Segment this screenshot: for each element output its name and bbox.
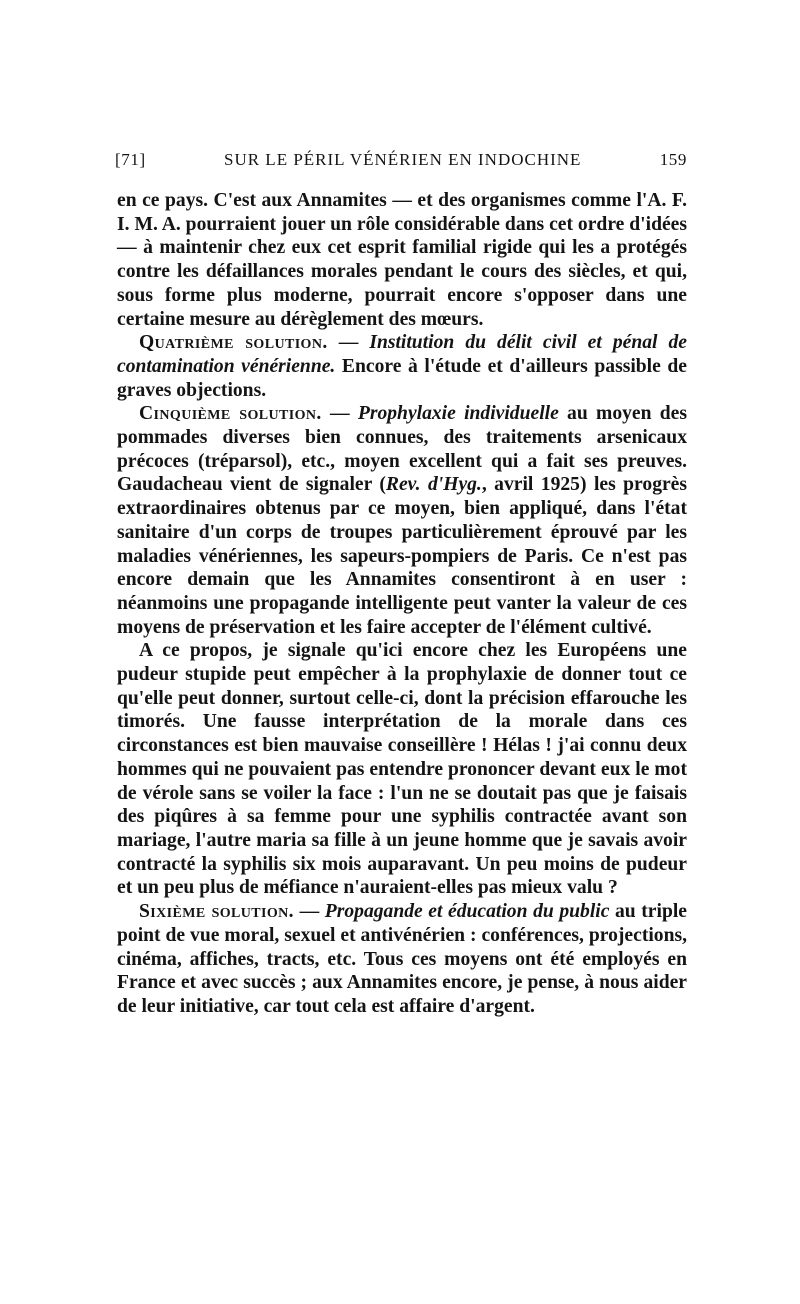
dash: —	[321, 403, 358, 425]
solution-title: Propagande et éducation du public	[324, 901, 610, 923]
running-head	[117, 150, 687, 170]
journal-reference: Rev. d'Hyg.	[385, 474, 482, 496]
solution-text: au moyen des pommades diverses bien connues, des traitements arsenicaux précoces (tréparsol), etc., moyen excellent qui a fait ses preuves. Gaudacheau vient de signaler (	[117, 403, 687, 496]
paragraph-1	[117, 189, 687, 331]
dash: —	[293, 901, 325, 923]
section-folio: [71]	[115, 150, 146, 169]
solution-text: au triple point de vue moral, sexuel et antivénérien : conférences, projections, cinéma, affiches, tracts, etc. Tous ces moyens ont été employés en France et avec succès ; aux Annamites encore, je pense, à nous aider de leur initiative, car tout cela est affaire d'argent.	[117, 901, 687, 1017]
solution-text: Encore à l'étude et d'ailleurs passible de graves objections.	[117, 355, 687, 401]
book-page	[117, 150, 687, 1019]
running-title: SUR LE PÉRIL VÉNÉRIEN EN INDOCHINE	[223, 150, 582, 169]
paragraph-sixieme-solution	[117, 900, 687, 1019]
paragraph-a-ce-propos	[117, 639, 687, 900]
solution-label: Cinquième solution.	[139, 403, 322, 425]
body-text	[117, 189, 687, 1019]
page-number: 159	[659, 150, 687, 169]
paragraph-quatrieme-solution	[117, 331, 687, 402]
solution-label: Sixième solution.	[139, 901, 294, 923]
paragraph-cinquieme-solution	[117, 402, 687, 639]
solution-title: Institution du délit civil et pénal de contamination vénérienne.	[117, 332, 688, 377]
dash: —	[327, 332, 370, 354]
solution-label: Quatrième solution.	[139, 332, 328, 354]
paragraph-4-text: A ce propos, je signale qu'ici encore chez les Européens une pudeur stupide peut empêcher à la prophylaxie de donner tout ce qu'elle peut donner, surtout celle-ci, dont la précision effarouche les timorés. Une fausse interprétation de la morale dans ces circonstances est bien mauvaise conseillère ! Hélas ! j'ai connu deux hommes qui ne pouvaient pas entendre prononcer devant eux le mot de vérole sans se voiler la face : l'un ne se doutait pas que je faisais des piqûres à sa femme pour une syphilis contractée avant son mariage, l'autre maria sa fille à un jeune homme que je savais avoir contracté la syphilis six mois auparavant. Un peu moins de pudeur et un peu plus de méfiance n'auraient-elles pas mieux valu ?	[117, 640, 687, 899]
solution-text-continued: , avril 1925) les progrès extraordinaires obtenus par ce moyen, bien appliqué, dans l'état sanitaire d'un corps de troupes particulièrement éprouvé par les maladies vénériennes, les sapeurs-pompiers de Paris. Ce n'est pas encore demain que les Annamites consentiront à en user : néanmoins une propagande intelligente peut vanter la valeur de ces moyens de préservation et les faire accepter de l'élément cultivé.	[117, 474, 688, 638]
solution-title: Prophylaxie individuelle	[357, 403, 559, 425]
paragraph-1-text: en ce pays. C'est aux Annamites — et des organismes comme l'A. F. I. M. A. pourraient jouer un rôle considérable dans cet ordre d'idées — à maintenir chez eux cet esprit familial rigide qui les a protégés contre les défaillances morales pendant le cours des siècles, et qui, sous forme plus moderne, pourrait encore s'opposer dans une certaine mesure au dérèglement des mœurs.	[117, 190, 687, 330]
